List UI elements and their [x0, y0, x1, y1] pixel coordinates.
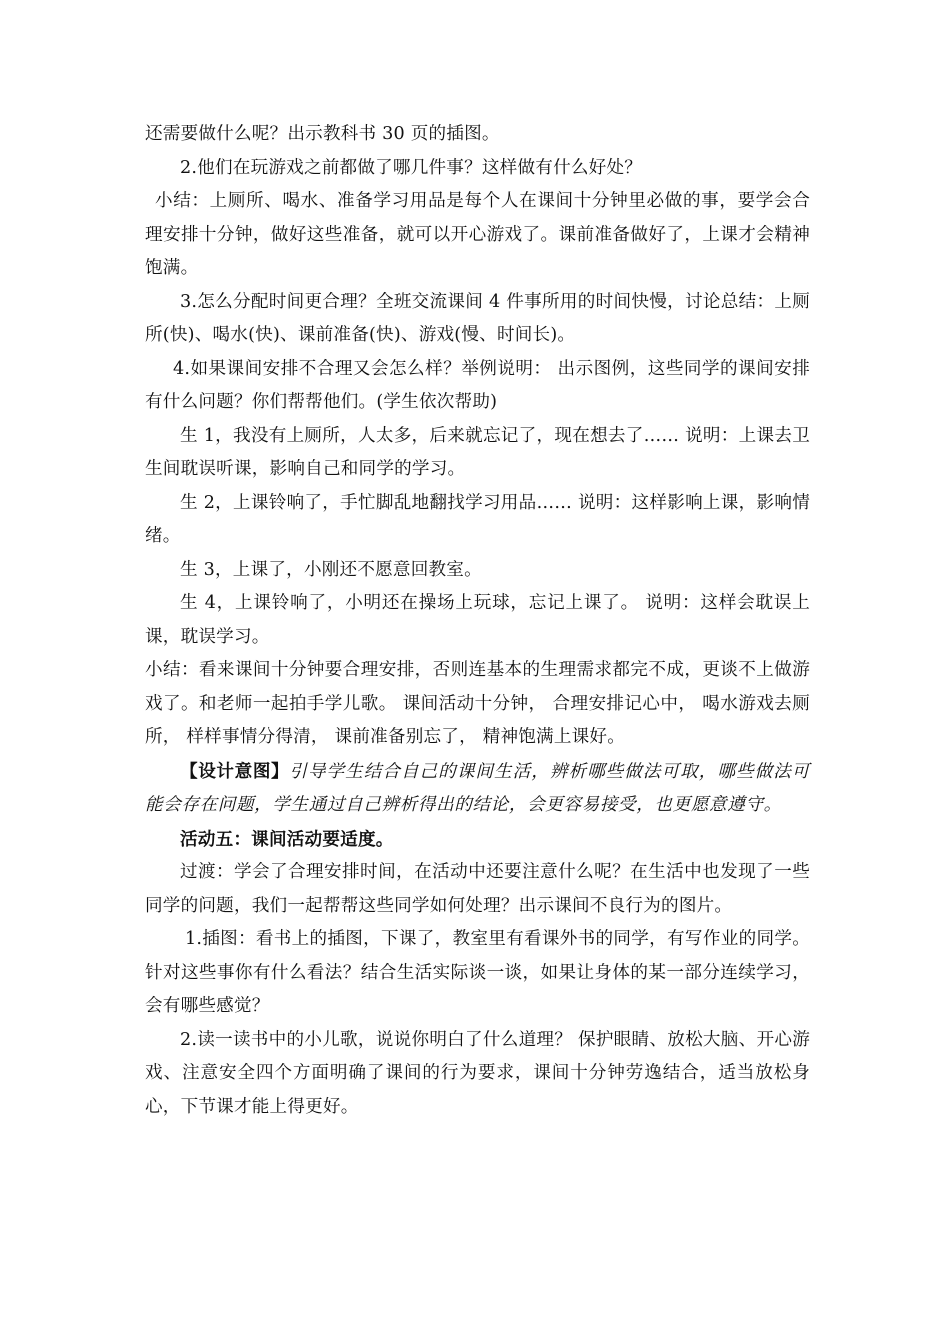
- paragraph-summary-2: 小结：看来课间十分钟要合理安排，否则连基本的生理需求都完不成，更谈不上做游戏了。和老师一起拍手学儿歌。 课间活动十分钟， 合理安排记心中， 喝水游戏去厕所， 样样事情分得清， 课前准备别忘了， 精神饱满上课好。: [145, 660, 810, 747]
- document-body: [145, 118, 810, 1124]
- paragraph-transition: 过渡：学会了合理安排时间，在活动中还要注意什么呢？在生活中也发现了一些同学的问题，我们一起帮帮这些同学如何处理？出示课间不良行为的图片。: [145, 862, 810, 916]
- paragraph-student-2: 生 2，上课铃响了，手忙脚乱地翻找学习用品…… 说明：这样影响上课，影响情绪。: [145, 492, 810, 546]
- design-intent-label: 【设计意图】: [180, 760, 290, 782]
- paragraph-student-4: 生 4，上课铃响了，小明还在操场上玩球，忘记上课了。 说明：这样会耽误上课，耽误学习。: [145, 593, 810, 647]
- paragraph-summary-1: 小结：上厕所、喝水、准备学习用品是每个人在课间十分钟里必做的事，要学会合理安排十分钟，做好这些准备，就可以开心游戏了。课前准备做好了，上课才会精神饱满。: [145, 191, 810, 278]
- paragraph-question-2: 2.他们在玩游戏之前都做了哪几件事？这样做有什么好处？: [180, 157, 643, 178]
- paragraph-question-4: 4.如果课间安排不合理又会怎么样？举例说明： 出示图例，这些同学的课间安排有什么问题？你们帮帮他们。(学生依次帮助): [145, 358, 810, 412]
- design-intent-text: 引导学生结合自己的课间生活，辨析哪些做法可取，哪些做法可能会存在问题，学生通过自己辨析得出的结论，会更容易接受，也更愿意遵守。: [145, 761, 810, 815]
- paragraph-song-2: 2.读一读书中的小儿歌，说说你明白了什么道理？ 保护眼睛、放松大脑、开心游戏、注意安全四个方面明确了课间的行为要求，课间十分钟劳逸结合，适当放松身心，下节课才能上得更好。: [145, 1029, 810, 1117]
- paragraph-question-3: 3.怎么分配时间更合理？全班交流课间 4 件事所用的时间快慢，讨论总结：上厕所(快)、喝水(快)、课前准备(快)、游戏(慢、时间长)。: [145, 291, 810, 345]
- paragraph-design-intent: [145, 755, 810, 823]
- activity-five-heading: 活动五：课间活动要适度。: [180, 828, 394, 850]
- paragraph-illustration-1: 1.插图：看书上的插图，下课了，教室里有看课外书的同学，有写作业的同学。 针对这些事你有什么看法？结合生活实际谈一谈，如果让身体的某一部分连续学习，会有哪些感觉？: [145, 929, 810, 1016]
- paragraph-student-3: 生 3，上课了，小刚还不愿意回教室。: [180, 559, 482, 580]
- paragraph-student-1: 生 1，我没有上厕所，人太多，后来就忘记了，现在想去了…… 说明：上课去卫生间耽误听课，影响自己和同学的学习。: [145, 425, 810, 479]
- paragraph-continuation: 还需要做什么呢？出示教科书 30 页的插图。: [145, 124, 500, 144]
